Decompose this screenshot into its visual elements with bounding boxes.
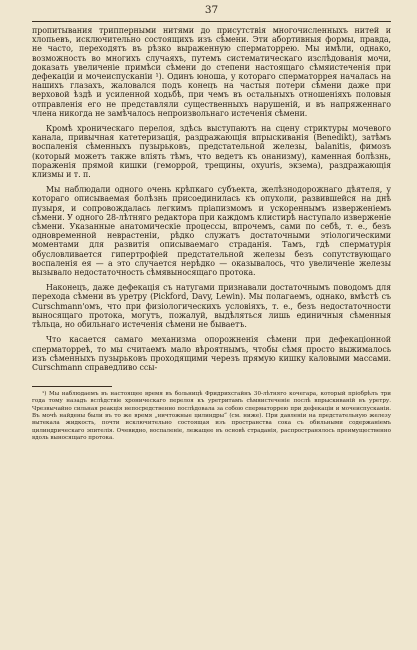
paragraph: Кромѣ хроническаго перелоя, здѣсь выступаютъ на сцену стриктуры мочевого канала, привычная катетеризація, раздражающія впрыскиванія (Benedikt), затѣмъ воспаленія сѣменныхъ пузырьковъ, предстательной железы, balanitis, фимозъ (который можетъ также вліять тѣмъ, что ведетъ къ онанизму), каменная болѣзнь, пораженія прямой кишки (геморрой, трещины, oxyuris, экзема), раздражающія клизмы и т. п. — [32, 124, 391, 180]
paragraph: Мы наблюдали одного очень крѣпкаго субъекта, желѣзнодорожнаго дѣятеля, у котораго описываемая болѣзнь присоединилась къ опухоли, развившейся на днѣ пузыря, и сопровождалась легкимъ пріапизмомъ и ускореннымъ изверженіемъ сѣмени. У одного 28-лѣтняго редактора при каждомъ клистирѣ наступало изверженіе сѣмени. Указанные анатомическіе процессы, впрочемъ, сами по себѣ, т. е., безъ одновременной неврастеніи, рѣдко служатъ достаточными этіологическими моментами для развитія описываемаго страданія. Тамъ, гдѣ сперматурія обусловливается гипертрофіей предстательной железы безъ сопутствующаго воспаленія ея — а это случается нерѣдко — оказывалось, что увеличеніе железы вызывало недостаточность сѣмявыносящаго протока. — [32, 185, 391, 278]
footnote-separator — [32, 386, 112, 387]
page-number: 37 — [204, 4, 219, 16]
paragraph: пропитывания трипперными нитями до присутствія многочисленныхъ нитей и хлопьевъ, исключительно состоящихъ изъ сѣмени. Эти абортивныя формы, правда, не часто, переходятъ въ рѣзко выраженную сперматоррею. Мы имѣли, однако, возможность во многихъ случаяхъ, путемъ систематическаго изслѣдованія мочи, доказать увеличеніе примѣси сѣмени до степени настоящаго сѣмяистеченія при дефекаціи и мочеиспусканіи ¹). Одинъ юноша, у котораго сперматоррея началась на нашихъ глазахъ, жаловался подъ конецъ на частыя потери сѣмени даже при верховой ѣздѣ и усиленной ходьбѣ, при чемъ въ остальныхъ отношеніяхъ половыя отправленія его не представляли существенныхъ нарушеній, и въ напряженнаго члена никогда не замѣчалось непроизвольнаго истеченія сѣмени. — [32, 26, 391, 118]
paragraph: Что касается самаго механизма опорожненія сѣмени при дефекаціонной сперматорреѣ, то мы считаемъ мало вѣроятнымъ, чтобы сѣмя просто выжималось изъ сѣменныхъ пузырьковъ проходящими черезъ прямую кишку каловыми массами. Curschmann справедливо ссы- — [32, 335, 391, 372]
body-text — [32, 26, 391, 372]
header-rule — [32, 21, 391, 22]
footnote-text: ¹) Мы наблюдаемъ въ настоящее время въ больницѣ Фридрихсгайнъ 30-лѣтняго кочегара, который пріобрѣлъ три года тому назадъ вслѣдствіе хроническаго перелоя къ уретритамъ сѣмяистеченіе послѣ впрыскиваній въ уретру. Чрезвычайно сильная реакція непосредственно послѣдовала за собою сперматоррею при дефекаціи и мочеиспусканіи. Въ мочѣ найдены были въ то же время „ничтожные цилиндры“ (см. ниже). При давленіи на предстательную железу вытекала жидкость, почти исключительно состоящая изъ пространства сока съ обильными содержаніемъ цилиндрическаго эпителія. Очевидно, воспаленіе, лежащее въ основѣ страданія, распространялось преимущественно вдоль выносящаго протока. — [32, 391, 391, 441]
paragraph: Наконецъ, даже дефекація съ натугами признавали достаточнымъ поводомъ для перехода сѣмени въ уретру (Pickford, Davy, Lewin). Мы полагаемъ, однако, вмѣстѣ съ Curschmann'омъ, что при физіологическихъ условіяхъ, т. е., безъ недостаточности выносящаго протока, могутъ, пожалуй, выдѣляться лишь единичныя сѣменныя тѣльца, но обильнаго истеченія сѣмени не бываетъ. — [32, 283, 391, 330]
footnote — [32, 391, 391, 442]
